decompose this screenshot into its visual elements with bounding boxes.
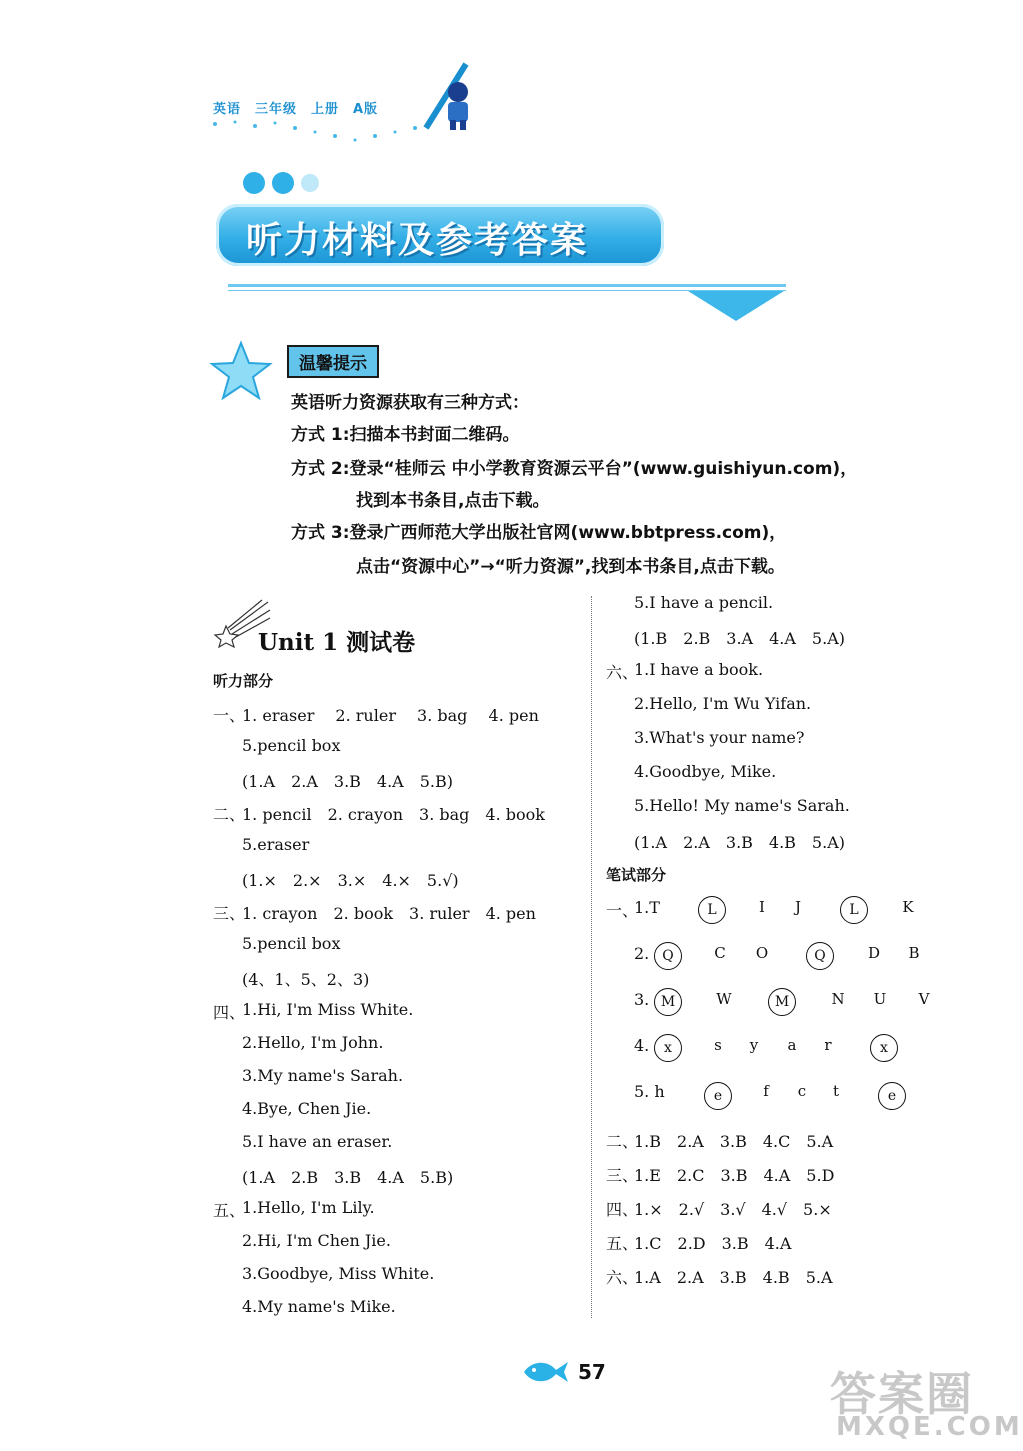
answer-line: 5.pencil box — [242, 736, 341, 755]
answer-line: 2.Hi, I'm Chen Jie. — [242, 1231, 391, 1250]
section-number: 六、 — [606, 1268, 639, 1287]
answer-line: 1.Hi, I'm Miss White. — [242, 1000, 414, 1019]
tip-line: 方式 2:登录“桂师云 中小学教育资源云平台”(www.guishiyun.com)， — [291, 459, 858, 479]
letter: V — [918, 990, 930, 1008]
answer-line: 5.I have an eraser. — [242, 1132, 393, 1151]
answer-line: 5.Hello! My name's Sarah. — [634, 796, 850, 815]
letter: y — [749, 1036, 759, 1054]
letter: O — [755, 944, 769, 962]
answer-line: 1.B 2.A 3.B 4.C 5.A — [634, 1132, 834, 1151]
watermark-url: MXQE.COM — [836, 1412, 1023, 1442]
letter: W — [716, 990, 732, 1008]
divider-line — [228, 284, 786, 287]
circled-letter: Q — [654, 942, 682, 970]
column-separator — [591, 596, 592, 1318]
answer-line: (1.A 2.B 3.B 4.A 5.B) — [242, 1168, 454, 1187]
letter: C — [714, 944, 726, 962]
circled-letter: x — [870, 1034, 898, 1062]
answer-line: 1.A 2.A 3.B 4.B 5.A — [634, 1268, 833, 1287]
letter-row-label: 1.T — [634, 898, 660, 917]
letter: f — [763, 1082, 769, 1100]
letter: N — [831, 990, 845, 1008]
letter: J — [794, 898, 801, 916]
letter: U — [873, 990, 887, 1008]
section-number: 二、 — [213, 805, 246, 824]
section-number: 二、 — [606, 1132, 639, 1151]
letter: c — [797, 1082, 807, 1100]
letter: I — [759, 898, 765, 916]
letter: r — [824, 1036, 832, 1054]
fish-ornament-icon — [522, 1358, 572, 1384]
letter: a — [787, 1036, 797, 1054]
decor-dot — [272, 172, 294, 194]
answer-line: 1.E 2.C 3.B 4.A 5.D — [634, 1166, 835, 1185]
letter: K — [902, 898, 914, 916]
answer-line: 3.Goodbye, Miss White. — [242, 1264, 435, 1283]
answer-line: (1.A 2.A 3.B 4.B 5.A) — [634, 833, 845, 852]
section-number: 五、 — [213, 1201, 246, 1220]
circled-letter: x — [654, 1034, 682, 1062]
section-number: 四、 — [213, 1003, 246, 1022]
section-number: 一、 — [606, 901, 639, 920]
sparkle-trail-decoration — [205, 110, 445, 160]
answer-line: 2.Hello, I'm John. — [242, 1033, 384, 1052]
answer-line: 5.I have a pencil. — [634, 593, 774, 612]
circled-letter: Q — [806, 942, 834, 970]
letter-row-label: 5. h — [634, 1082, 665, 1101]
answer-line: 2.Hello, I'm Wu Yifan. — [634, 694, 812, 713]
section-number: 四、 — [606, 1200, 639, 1219]
letter: B — [908, 944, 920, 962]
answer-line: 3.My name's Sarah. — [242, 1066, 404, 1085]
section-number: 一、 — [213, 706, 246, 725]
letter-row-label: 4. — [634, 1036, 650, 1055]
circled-letter: L — [698, 896, 726, 924]
answer-line: 1.× 2.√ 3.√ 4.√ 5.× — [634, 1200, 832, 1219]
unit-title: Unit 1 测试卷 — [258, 629, 416, 656]
circled-letter: M — [768, 988, 796, 1016]
answer-line: 1. eraser 2. ruler 3. bag 4. pen — [242, 706, 539, 725]
decor-dot — [301, 174, 319, 192]
watermark-logo: 答案圈 — [830, 1367, 974, 1421]
letter: t — [832, 1082, 840, 1100]
answer-line: 1. crayon 2. book 3. ruler 4. pen — [242, 904, 536, 923]
written-heading: 笔试部分 — [606, 866, 667, 884]
answer-line: (1.× 2.× 3.× 4.× 5.√) — [242, 871, 459, 890]
book-header: 英语 三年级 上册 A版 — [213, 102, 379, 117]
page-number: 57 — [578, 1360, 606, 1384]
answer-line: 1.I have a book. — [634, 660, 764, 679]
letter: s — [714, 1036, 722, 1054]
tip-line: 找到本书条目,点击下载。 — [356, 491, 550, 511]
answer-line: 1. pencil 2. crayon 3. bag 4. book — [242, 805, 545, 824]
answer-line: 5.pencil box — [242, 934, 341, 953]
tip-line: 英语听力资源获取有三种方式： — [291, 393, 529, 413]
triangle-marker-icon — [688, 291, 784, 323]
answer-line: 4.My name's Mike. — [242, 1297, 396, 1316]
tip-line: 方式 3:登录广西师范大学出版社官网(www.bbtpress.com)， — [291, 523, 787, 543]
answer-line: (1.A 2.A 3.B 4.A 5.B) — [242, 772, 453, 791]
answer-line: (4、1、5、2、3) — [242, 970, 370, 989]
answer-line: 1.Hello, I'm Lily. — [242, 1198, 375, 1217]
section-number: 五、 — [606, 1234, 639, 1253]
star-icon — [210, 340, 272, 402]
circled-letter: e — [878, 1082, 906, 1110]
banner-title: 听力材料及参考答案 — [246, 220, 589, 261]
section-number: 三、 — [213, 904, 246, 923]
circled-letter: e — [704, 1082, 732, 1110]
tip-line: 方式 1:扫描本书封面二维码。 — [291, 425, 520, 445]
answer-line: 4.Bye, Chen Jie. — [242, 1099, 372, 1118]
decor-dot — [243, 172, 265, 194]
letter-row-label: 2. — [634, 944, 650, 963]
listening-heading: 听力部分 — [213, 672, 274, 690]
answer-line: 4.Goodbye, Mike. — [634, 762, 777, 781]
letter-row-label: 3. — [634, 990, 650, 1009]
section-number: 三、 — [606, 1166, 639, 1185]
circled-letter: L — [840, 896, 868, 924]
boy-with-pencil-icon — [418, 58, 478, 134]
tip-line: 点击“资源中心”→“听力资源”,找到本书条目,点击下载。 — [356, 557, 785, 577]
tip-label: 温馨提示 — [287, 345, 379, 378]
section-number: 六、 — [606, 663, 639, 682]
circled-letter: M — [654, 988, 682, 1016]
answer-line: 3.What's your name? — [634, 728, 805, 747]
answer-line: 1.C 2.D 3.B 4.A — [634, 1234, 792, 1253]
answer-line: 5.eraser — [242, 835, 310, 854]
answer-line: (1.B 2.B 3.A 4.A 5.A) — [634, 629, 845, 648]
letter: D — [867, 944, 881, 962]
